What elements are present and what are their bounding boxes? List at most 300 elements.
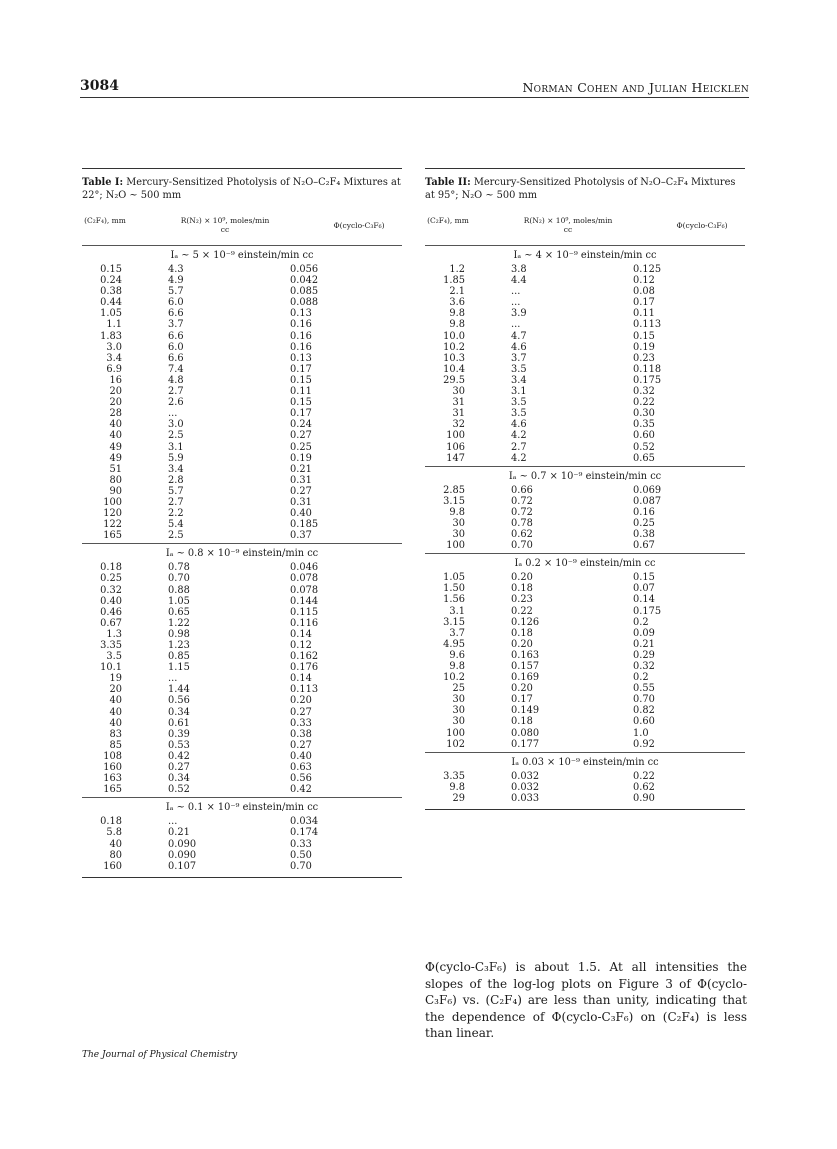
cell-rn2: 0.61 (168, 717, 190, 729)
cell-phi: 0.07 (633, 583, 655, 595)
cell-rn2: 0.85 (168, 651, 190, 663)
cell-phi: 0.27 (290, 706, 312, 718)
table-row (425, 793, 745, 804)
cell-c2f4: 40 (109, 419, 122, 431)
table-row (425, 594, 745, 605)
table-row (82, 386, 402, 397)
cell-rn2: 3.4 (168, 463, 184, 475)
cell-c2f4: 0.18 (100, 816, 122, 828)
table-row (425, 408, 745, 419)
cell-c2f4: 0.67 (100, 617, 122, 629)
cell-phi: 0.176 (290, 662, 319, 674)
cell-rn2: 6.0 (168, 341, 184, 353)
cell-c2f4: 30 (452, 386, 465, 398)
table-row (425, 716, 745, 727)
section-table (82, 264, 402, 541)
cell-c2f4: 6.9 (106, 363, 122, 375)
cell-rn2: 2.8 (168, 474, 184, 486)
table-row (425, 342, 745, 353)
table-row (82, 486, 402, 497)
table-row (82, 573, 402, 584)
cell-c2f4: 5.8 (106, 827, 122, 839)
cell-c2f4: 120 (103, 508, 122, 520)
cell-c2f4: 0.46 (100, 606, 122, 618)
cell-rn2: 0.149 (511, 705, 540, 717)
cell-c2f4: 122 (103, 519, 122, 531)
table-2-caption (425, 177, 745, 202)
cell-phi: 0.31 (290, 474, 312, 486)
cell-rn2: 0.53 (168, 739, 190, 751)
cell-phi: 0.33 (290, 838, 312, 850)
table-row (425, 442, 745, 453)
section-heading: Iₐ ~ 4 × 10⁻⁹ einstein/min cc (513, 250, 657, 261)
cell-rn2: 2.5 (168, 530, 184, 542)
cell-rn2: ... (511, 286, 521, 298)
cell-c2f4: 31 (452, 397, 465, 409)
table-row (425, 397, 745, 408)
cell-rn2: 0.090 (168, 849, 197, 861)
table-2-header-rule (425, 245, 745, 246)
cell-rn2: 2.7 (168, 496, 184, 508)
cell-phi: 0.92 (633, 738, 655, 750)
cell-rn2: 3.8 (511, 264, 527, 275)
cell-c2f4: 1.83 (100, 330, 122, 342)
cell-phi: 0.16 (290, 341, 312, 353)
cell-rn2: 3.0 (168, 419, 184, 431)
cell-phi: 0.078 (290, 584, 319, 596)
cell-phi: 0.115 (290, 606, 319, 618)
cell-phi: 0.144 (290, 595, 319, 607)
cell-c2f4: 160 (103, 762, 122, 774)
col-header-c2f4: (C₂F₄), mm (427, 216, 469, 225)
col-header-rn2: R(N₂) × 10⁹, moles/min cc (523, 216, 613, 234)
cell-c2f4: 1.05 (100, 308, 122, 320)
table-row (82, 718, 402, 729)
cell-c2f4: 3.35 (100, 640, 122, 651)
col-header-c2f4: (C₂F₄), mm (84, 216, 126, 225)
section-rule (425, 466, 745, 467)
table-row (425, 319, 745, 330)
cell-rn2: 3.7 (168, 319, 184, 331)
cell-rn2: 1.44 (168, 684, 190, 696)
section-table (425, 771, 745, 804)
table-1-top-rule (82, 168, 402, 169)
table-row (425, 496, 745, 507)
cell-rn2: 0.163 (511, 649, 540, 661)
cell-phi: 0.042 (290, 275, 319, 287)
cell-c2f4: 165 (103, 784, 122, 796)
cell-rn2: 0.20 (511, 683, 533, 695)
table-row (425, 364, 745, 375)
cell-c2f4: 102 (446, 738, 465, 750)
cell-c2f4: 0.25 (100, 573, 122, 585)
cell-rn2: ... (511, 297, 521, 309)
cell-rn2: 0.22 (511, 605, 533, 617)
table-row (82, 419, 402, 430)
cell-phi: 0.088 (290, 297, 319, 309)
table-row (82, 827, 402, 838)
cell-c2f4: 2.1 (449, 286, 465, 298)
cell-c2f4: 100 (103, 496, 122, 508)
cell-phi: 0.35 (633, 419, 655, 431)
table-row (425, 617, 745, 628)
table-row (425, 485, 745, 496)
cell-rn2: 0.033 (511, 792, 540, 804)
cell-phi: 0.118 (633, 363, 662, 375)
cell-c2f4: 30 (452, 716, 465, 728)
cell-rn2: ... (168, 673, 178, 685)
cell-c2f4: 100 (446, 430, 465, 442)
cell-rn2: 1.23 (168, 640, 190, 651)
table-row (82, 397, 402, 408)
cell-phi: 0.11 (290, 386, 312, 398)
cell-rn2: 2.6 (168, 397, 184, 409)
cell-phi: 0.22 (633, 770, 655, 782)
cell-c2f4: 100 (446, 727, 465, 739)
table-row (82, 839, 402, 850)
cell-rn2: 0.18 (511, 583, 533, 595)
cell-phi: 0.32 (633, 386, 655, 398)
table-row (425, 507, 745, 518)
cell-phi: 0.17 (290, 363, 312, 375)
cell-phi: 0.31 (290, 496, 312, 508)
table-row (425, 694, 745, 705)
journal-footer: The Journal of Physical Chemistry (82, 1050, 238, 1060)
table-row (82, 530, 402, 541)
cell-rn2: 2.5 (168, 430, 184, 442)
table-row (82, 651, 402, 662)
table-row (82, 353, 402, 364)
cell-phi: 0.42 (290, 784, 312, 796)
cell-c2f4: 20 (109, 397, 122, 409)
table-row (82, 442, 402, 453)
cell-rn2: 0.78 (168, 562, 190, 574)
cell-c2f4: 40 (109, 838, 122, 850)
cell-phi: 0.14 (290, 673, 312, 685)
cell-c2f4: 106 (446, 441, 465, 453)
cell-rn2: 0.20 (511, 638, 533, 650)
table-row (425, 419, 745, 430)
table-row (82, 319, 402, 330)
section-heading: Iₐ ~ 0.7 × 10⁻⁹ einstein/min cc (508, 470, 662, 482)
cell-phi: 0.60 (633, 430, 655, 442)
cell-rn2: 1.15 (168, 662, 190, 674)
cell-phi: 0.27 (290, 485, 312, 497)
table-row (425, 672, 745, 683)
cell-phi: 0.40 (290, 750, 312, 762)
cell-rn2: 3.1 (168, 441, 184, 453)
cell-c2f4: 3.15 (443, 495, 465, 507)
cell-c2f4: 4.95 (443, 638, 465, 650)
table-row (82, 618, 402, 629)
cell-phi: 0.70 (290, 860, 312, 872)
cell-rn2: 0.177 (511, 738, 540, 750)
body-paragraph: Φ(cyclo-C₃F₆) is about 1.5. At all intensities the slopes of the log-log plots on Figure 3 of Φ(cyclo-C₃F₆) vs. (C₂F₄) are less than unity, indicating that the dependence of Φ(cyclo-C₃F₆) on (C₂F₄) is less than linear. (425, 960, 747, 1040)
cell-c2f4: 1.56 (443, 594, 465, 606)
cell-phi: 0.14 (290, 628, 312, 640)
cell-phi: 0.21 (290, 463, 312, 475)
cell-phi: 0.38 (290, 728, 312, 740)
cell-phi: 0.25 (633, 517, 655, 529)
cell-phi: 0.60 (633, 716, 655, 728)
cell-phi: 0.38 (633, 529, 655, 541)
table-row (82, 286, 402, 297)
table-row (425, 308, 745, 319)
cell-phi: 0.67 (633, 540, 655, 552)
table-row (82, 464, 402, 475)
section-table (425, 572, 745, 750)
cell-phi: 0.62 (633, 781, 655, 793)
cell-c2f4: 10.2 (443, 672, 465, 684)
table-row (425, 639, 745, 650)
cell-c2f4: 1.85 (443, 275, 465, 287)
cell-phi: 1.0 (633, 727, 649, 739)
cell-c2f4: 3.15 (443, 616, 465, 628)
table-row (425, 572, 745, 583)
table-row (82, 784, 402, 795)
cell-c2f4: 1.3 (106, 628, 122, 640)
cell-c2f4: 29 (452, 792, 465, 804)
cell-phi: 0.37 (290, 530, 312, 542)
table-1-caption (82, 177, 402, 202)
cell-c2f4: 30 (452, 694, 465, 706)
table-row (82, 342, 402, 353)
cell-c2f4: 20 (109, 684, 122, 696)
cell-c2f4: 0.15 (100, 264, 122, 275)
table-1-label: Table I: (82, 177, 124, 188)
table-row (82, 751, 402, 762)
cell-phi: 0.14 (633, 594, 655, 606)
cell-phi: 0.52 (633, 441, 655, 453)
section-table (425, 264, 745, 464)
cell-phi: 0.33 (290, 717, 312, 729)
cell-rn2: 2.7 (511, 441, 527, 453)
cell-c2f4: 9.6 (449, 649, 465, 661)
cell-rn2: 0.27 (168, 762, 190, 774)
cell-c2f4: 147 (446, 452, 465, 464)
cell-phi: 0.087 (633, 495, 662, 507)
table-row (82, 364, 402, 375)
cell-rn2: 3.5 (511, 363, 527, 375)
cell-rn2: 4.6 (511, 341, 527, 353)
table-row (425, 353, 745, 364)
cell-c2f4: 100 (446, 540, 465, 552)
cell-rn2: 5.7 (168, 485, 184, 497)
cell-phi: 0.2 (633, 616, 649, 628)
cell-rn2: 0.62 (511, 529, 533, 541)
cell-c2f4: 25 (452, 683, 465, 695)
cell-phi: 0.09 (633, 627, 655, 639)
cell-c2f4: 40 (109, 430, 122, 442)
table-row (425, 683, 745, 694)
cell-rn2: 0.39 (168, 728, 190, 740)
cell-rn2: 6.6 (168, 308, 184, 320)
cell-c2f4: 1.1 (106, 319, 122, 331)
running-head: Norman Cohen and Julian Heicklen (522, 80, 749, 95)
cell-phi: 0.29 (633, 649, 655, 661)
cell-rn2: 0.17 (511, 694, 533, 706)
table-row (82, 850, 402, 861)
cell-phi: 0.23 (633, 352, 655, 364)
cell-phi: 0.15 (633, 572, 655, 584)
section-rule (425, 553, 745, 554)
cell-rn2: ... (168, 816, 178, 828)
cell-c2f4: 0.38 (100, 286, 122, 298)
cell-rn2: 0.157 (511, 661, 540, 672)
table-row (82, 508, 402, 519)
table-row (82, 562, 402, 573)
section-heading: Iₐ ~ 0.8 × 10⁻⁹ einstein/min cc (165, 548, 319, 560)
table-1 (82, 168, 402, 878)
table-row (82, 375, 402, 386)
table-row (425, 264, 745, 275)
cell-phi: 0.174 (290, 827, 319, 839)
cell-c2f4: 30 (452, 517, 465, 529)
cell-c2f4: 108 (103, 750, 122, 762)
cell-phi: 0.90 (633, 792, 655, 804)
cell-c2f4: 160 (103, 860, 122, 872)
cell-rn2: 0.52 (168, 784, 190, 796)
cell-phi: 0.175 (633, 605, 662, 617)
table-row (82, 816, 402, 827)
cell-phi: 0.162 (290, 651, 319, 663)
cell-c2f4: 49 (109, 441, 122, 453)
table-row (425, 529, 745, 540)
cell-rn2: 3.7 (511, 352, 527, 364)
cell-rn2: 0.032 (511, 770, 540, 782)
cell-phi: 0.13 (290, 308, 312, 320)
cell-rn2: 0.56 (168, 695, 190, 707)
table-row (82, 640, 402, 651)
cell-rn2: 5.9 (168, 452, 184, 464)
cell-rn2: ... (511, 319, 521, 331)
cell-rn2: 5.7 (168, 286, 184, 298)
cell-phi: 0.12 (290, 640, 312, 651)
cell-rn2: 0.090 (168, 838, 197, 850)
cell-rn2: 3.5 (511, 408, 527, 420)
table-1-header-rule (82, 245, 402, 246)
table-row (82, 264, 402, 275)
cell-phi: 0.175 (633, 374, 662, 386)
table-1-caption-text: Mercury-Sensitized Photolysis of N₂O–C₂F₄ Mixtures at 22°; N₂O ~ 500 mm (82, 177, 401, 201)
table-row (82, 275, 402, 286)
cell-rn2: 0.66 (511, 484, 533, 496)
table-2-label: Table II: (425, 177, 471, 188)
cell-phi: 0.11 (633, 308, 655, 320)
section-heading: Iₐ 0.03 × 10⁻⁹ einstein/min cc (511, 756, 659, 768)
cell-phi: 0.20 (290, 695, 312, 707)
table-1-bottom-rule (82, 877, 402, 878)
cell-c2f4: 83 (109, 728, 122, 740)
section-heading: Iₐ ~ 5 × 10⁻⁹ einstein/min cc (170, 250, 314, 261)
cell-rn2: 0.72 (511, 495, 533, 507)
cell-rn2: 0.98 (168, 628, 190, 640)
table-row (82, 519, 402, 530)
cell-phi: 0.30 (633, 408, 655, 420)
cell-c2f4: 30 (452, 705, 465, 717)
cell-rn2: 0.20 (511, 572, 533, 584)
cell-rn2: 0.72 (511, 506, 533, 518)
cell-rn2: 3.5 (511, 397, 527, 409)
cell-c2f4: 9.8 (449, 506, 465, 518)
table-row (82, 430, 402, 441)
table-row (82, 861, 402, 872)
cell-rn2: 4.4 (511, 275, 527, 287)
table-row (82, 695, 402, 706)
cell-rn2: 4.7 (511, 330, 527, 342)
table-row (425, 286, 745, 297)
cell-c2f4: 32 (452, 419, 465, 431)
cell-phi: 0.046 (290, 562, 319, 574)
cell-c2f4: 19 (109, 673, 122, 685)
cell-c2f4: 165 (103, 530, 122, 542)
cell-phi: 0.056 (290, 264, 319, 275)
cell-rn2: 6.6 (168, 330, 184, 342)
table-row (82, 740, 402, 751)
table-row (82, 684, 402, 695)
cell-phi: 0.25 (290, 441, 312, 453)
cell-c2f4: 2.85 (443, 484, 465, 496)
cell-c2f4: 31 (452, 408, 465, 420)
cell-rn2: 0.18 (511, 627, 533, 639)
cell-rn2: 0.65 (168, 606, 190, 618)
cell-phi: 0.185 (290, 519, 319, 531)
table-row (425, 705, 745, 716)
table-row (82, 308, 402, 319)
cell-c2f4: 3.4 (106, 352, 122, 364)
table-row (82, 585, 402, 596)
table-row (82, 596, 402, 607)
cell-c2f4: 40 (109, 695, 122, 707)
cell-rn2: 2.7 (168, 386, 184, 398)
section-heading: Iₐ ~ 0.1 × 10⁻⁹ einstein/min cc (165, 802, 319, 814)
cell-c2f4: 29.5 (443, 374, 465, 386)
cell-phi: 0.069 (633, 484, 662, 496)
table-2-header (425, 216, 745, 243)
cell-c2f4: 9.8 (449, 308, 465, 320)
table-2-caption-text: Mercury-Sensitized Photolysis of N₂O–C₂F₄ Mixtures at 95°; N₂O ~ 500 mm (425, 177, 736, 201)
cell-phi: 0.27 (290, 739, 312, 751)
cell-rn2: 3.1 (511, 386, 527, 398)
table-row (425, 650, 745, 661)
table-1-body (82, 250, 402, 872)
table-row (425, 661, 745, 672)
cell-rn2: 7.4 (168, 363, 184, 375)
cell-phi: 0.21 (633, 638, 655, 650)
cell-c2f4: 10.1 (100, 662, 122, 674)
cell-c2f4: 1.50 (443, 583, 465, 595)
cell-c2f4: 9.8 (449, 661, 465, 672)
cell-c2f4: 9.8 (449, 319, 465, 331)
cell-c2f4: 51 (109, 463, 122, 475)
table-2-top-rule (425, 168, 745, 169)
cell-c2f4: 3.1 (449, 605, 465, 617)
cell-c2f4: 0.44 (100, 297, 122, 309)
cell-phi: 0.125 (633, 264, 662, 275)
table-row (82, 297, 402, 308)
cell-rn2: 3.9 (511, 308, 527, 320)
cell-rn2: 0.126 (511, 616, 540, 628)
cell-phi: 0.078 (290, 573, 319, 585)
cell-rn2: 0.032 (511, 781, 540, 793)
cell-rn2: 4.3 (168, 264, 184, 275)
table-row (82, 475, 402, 486)
cell-rn2: 4.2 (511, 452, 527, 464)
cell-rn2: 0.88 (168, 584, 190, 596)
cell-c2f4: 163 (103, 773, 122, 785)
cell-c2f4: 20 (109, 386, 122, 398)
table-row (425, 728, 745, 739)
